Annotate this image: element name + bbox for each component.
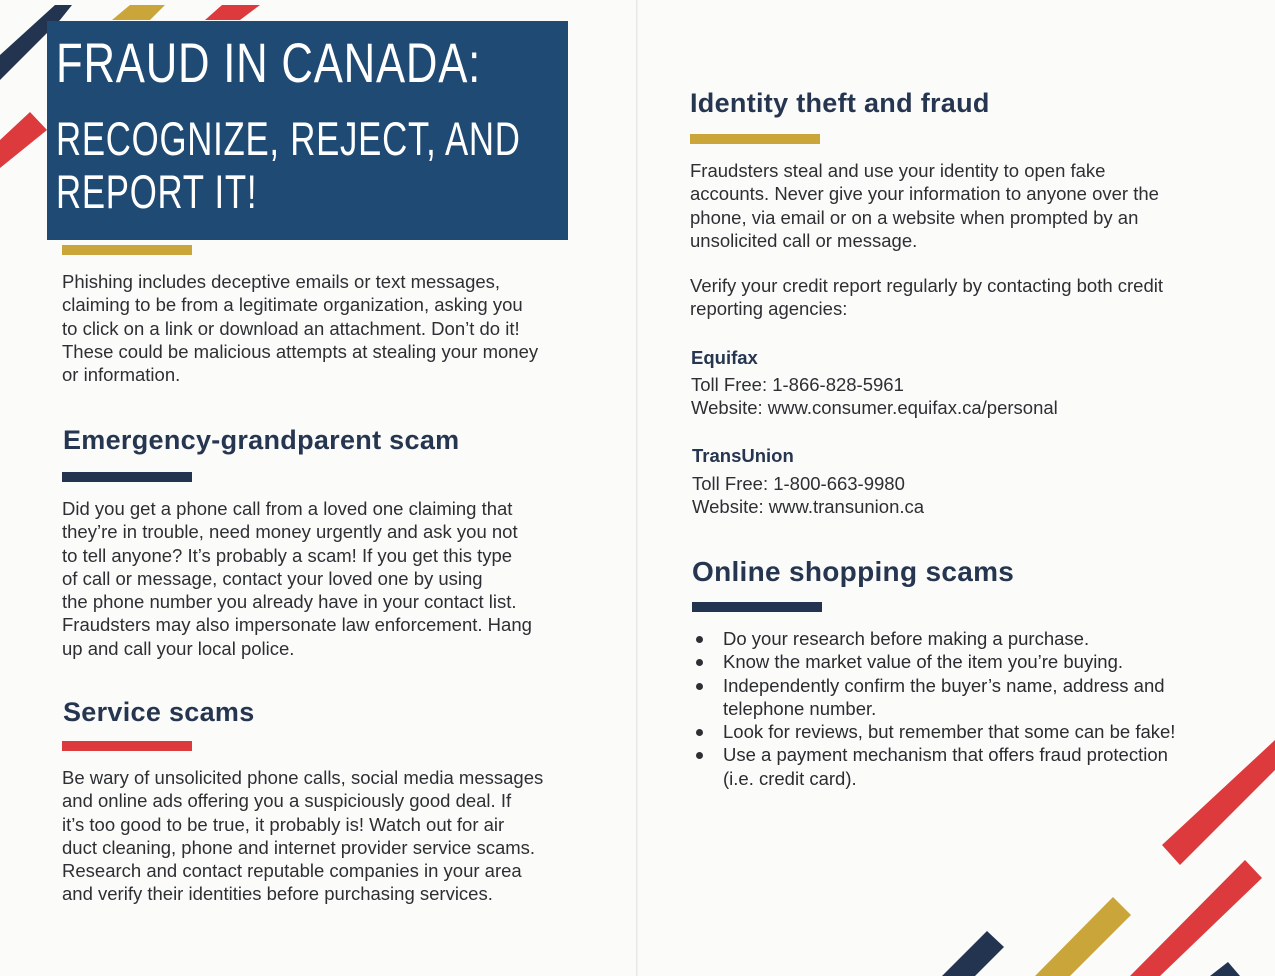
red-divider [62, 741, 192, 751]
list-item: Independently confirm the buyer’s name, address and telephone number. [692, 674, 1232, 721]
bullet-icon [696, 659, 703, 666]
transunion-website: Website: www.transunion.ca [692, 496, 925, 517]
equifax-label: Equifax [691, 347, 758, 368]
transunion-phone: Toll Free: 1-800-663-9980 [692, 473, 905, 494]
equifax-phone: Toll Free: 1-866-828-5961 [691, 374, 904, 395]
stripe-gold-top [112, 5, 165, 20]
navy-divider [62, 472, 192, 482]
equifax-website: Website: www.consumer.equifax.ca/personal [691, 397, 1058, 418]
gold-divider [62, 245, 192, 255]
heading-identity-theft: Identity theft and fraud [690, 88, 990, 118]
bullet-icon [696, 729, 703, 736]
bullet-icon [696, 752, 703, 759]
navy-divider [692, 602, 822, 612]
list-item: Use a payment mechanism that offers fraud protection (i.e. credit card). [692, 743, 1232, 790]
heading-grandparent-scam: Emergency-grandparent scam [63, 425, 460, 455]
page-title: FRAUD IN CANADA: [56, 31, 482, 94]
stripe-red-right-2 [1130, 860, 1262, 976]
heading-service-scams: Service scams [63, 697, 255, 727]
stripe-navy-corner [1210, 962, 1240, 976]
stripe-red-left [0, 112, 47, 168]
list-item: Do your research before making a purchase. [692, 627, 1232, 650]
stripe-red-top [205, 5, 260, 20]
bullet-icon [696, 636, 703, 643]
credit-report-body: Verify your credit report regularly by contacting both credit reporting agencies: [690, 275, 1164, 320]
list-item: Look for reviews, but remember that some can be fake! [692, 720, 1232, 743]
phishing-intro: Phishing includes deceptive emails or text messages, claiming to be from a legitimate organization, asking you to click on a link or download an attachment. Don’t do it! These could be malicious attempts at stealing your money or information. [62, 271, 539, 386]
heading-online-shopping: Online shopping scams [692, 556, 1015, 587]
stripe-navy-bottom [942, 931, 1004, 976]
transunion-label: TransUnion [692, 445, 794, 466]
list-item: Know the market value of the item you’re buying. [692, 650, 1232, 673]
service-scams-body: Be wary of unsolicited phone calls, social media messages and online ads offering you a suspiciously good deal. If it’s too good to be true, it probably is! Watch out for air duct cleaning, phone and internet provider service scams. Research and contact reputable companies in your area and verify their identities before purchasing services. [62, 767, 544, 905]
stripe-gold-bottom [1035, 897, 1131, 976]
bullet-icon [696, 683, 703, 690]
shopping-tips-list [692, 627, 1232, 790]
page-fold [636, 0, 638, 976]
page-subtitle: RECOGNIZE, REJECT, AND REPORT IT! [56, 112, 521, 218]
grandparent-scam-body: Did you get a phone call from a loved one claiming that they’re in trouble, need money urgently and ask you not to tell anyone? It’s probably a scam! If you get this type of call or message, contact your loved one by using the phone number you already have in your contact list. Fraudsters may also impersonate law enforcement. Hang up and call your local police. [62, 498, 532, 659]
identity-theft-body: Fraudsters steal and use your identity to open fake accounts. Never give your information to anyone over the phone, via email or on a website when prompted by an unsolicited call or message. [690, 160, 1159, 251]
gold-divider [690, 134, 820, 144]
